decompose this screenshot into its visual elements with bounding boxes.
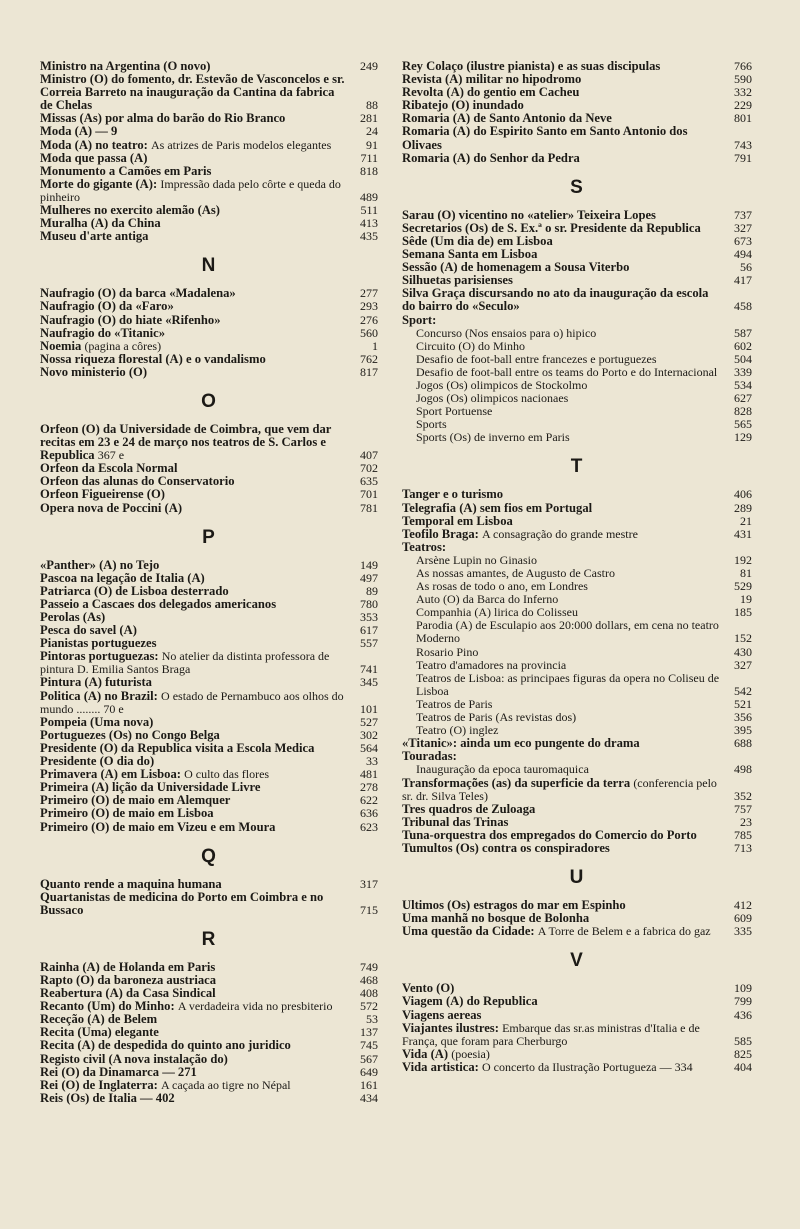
index-entry [402,152,752,165]
entry-title: Quartanistas de medicina do Porto em Coimbra e no Bussaco [40,889,324,917]
entry-title: Reis (Os) de Italia — 402 [40,1090,175,1105]
entry-description: Impressão dada pelo côrte e queda do pinheiro [40,176,341,204]
entry-description: O culto das flores [184,767,270,782]
page-number: 21 [740,513,752,528]
entry-title: Naufragio (O) da «Faro» [40,299,174,314]
entry-description: A Torre de Belem e a fabrica do gaz [537,924,711,939]
page-number: 649 [360,1064,378,1079]
entry-text [402,528,722,541]
index-entry [402,287,752,313]
entry-title: Recita (A) de despedida do quinto ano juridico [40,1038,291,1053]
index-column-left [40,60,378,1105]
index-entry [402,528,752,541]
page-number: 564 [360,740,378,755]
index-entry [40,650,378,676]
entry-title: Rei (O) de Inglaterra: [40,1077,158,1092]
entry-title: Primeira (A) lição da Universidade Livre [40,780,261,795]
entry-text [40,502,348,515]
page-number: 617 [360,623,378,638]
index-entry [40,423,378,462]
section-letter: N [201,255,217,277]
entry-title: Telegrafia (A) sem fios em Portugal [402,500,593,515]
page-number: 622 [360,793,378,808]
entry-description: Concurso (Nos ensaios para o) hipico [416,325,597,340]
entry-title: Naufragio do «Titanic» [40,325,166,340]
entry-title: Uma manhã no bosque de Bolonha [402,911,590,926]
entry-title: Portuguezes (Os) no Congo Belga [40,727,220,742]
entry-description: Desafio de foot-ball entre francezes e portuguezes [416,351,657,366]
entry-title: Tanger e o turismo [402,487,504,502]
entry-title: Ministro (O) do fomento, dr. Estevão de Vasconcelos e sr. Correia Barreto na inauguração da Cantina da fabrica de Chelas [40,72,345,113]
page-number: 276 [360,312,378,327]
page-number: 743 [734,137,752,152]
index-entry [402,1022,752,1048]
entry-title: Pascoa na legação de Italia (A) [40,570,205,585]
page-number: 229 [734,98,752,113]
entry-title: Romaria (A) de Santo Antonio da Neve [402,111,612,126]
entry-description: (poesia) [451,1046,490,1061]
section-letter: U [569,867,585,889]
page-number: 327 [734,657,752,672]
page-number: 780 [360,596,378,611]
entry-text [40,690,348,716]
entry-title: Pianistas portuguezes [40,636,157,651]
page-number: 345 [360,675,378,690]
entry-text [402,925,722,938]
entry-description: Teatro d'amadores na provincia [416,657,567,672]
page-number: 81 [740,566,752,580]
entry-title: Rei (O) da Dinamarca — 271 [40,1064,197,1079]
entry-title: Romaria (A) do Espirito Santo em Santo Antonio dos Olivaes [402,124,688,152]
index-entry [40,891,378,917]
entry-title: Teofilo Braga: [402,526,479,541]
page-number: 715 [360,902,378,917]
entry-description: Jogos (Os) olimpicos nacionaes [416,391,569,406]
index-entry [402,925,752,938]
page-number: 609 [734,911,752,926]
page-number: 565 [734,417,752,432]
entry-title: Primavera (A) em Lisboa: [40,767,181,782]
entry-text [40,230,348,243]
entry-description: Circuito (O) do Minho [416,338,525,353]
page-number: 498 [734,762,752,777]
entry-description: As atrizes de Paris modelos elegantes [151,137,332,152]
section-letter: S [570,176,584,198]
entry-text [40,650,348,676]
page-number: 413 [360,216,378,231]
entry-title: Recita (Uma) elegante [40,1025,159,1040]
entry-title: Rey Colaço (ilustre pianista) e as suas discipulas [402,59,661,73]
page-number: 33 [366,754,378,769]
entry-title: Pintura (A) futurista [40,675,152,690]
entry-title: Touradas: [402,749,457,764]
page-number: 327 [734,220,752,235]
page-number: 590 [734,72,752,87]
entry-title: Museu d'arte antiga [40,229,149,244]
entry-text [40,178,348,204]
entry-description: Rosario Pino [416,644,479,659]
entry-text [40,366,348,379]
entry-title: Rainha (A) de Holanda em Paris [40,959,216,974]
entry-title: Monumento a Camões em Paris [40,163,212,178]
page-number: 249 [360,59,378,73]
entry-title: Vida (A) [402,1046,449,1061]
entry-title: Semana Santa em Lisboa [402,247,538,262]
page-number: 19 [740,592,752,607]
page-number: 818 [360,163,378,178]
page-number: 408 [360,986,378,1001]
page-number: 412 [734,898,752,913]
entry-title: Viajantes ilustres: [402,1020,499,1035]
index-entry [40,178,378,204]
entry-title: Silhuetas parisienses [402,273,513,288]
page-number: 1 [372,338,378,353]
entry-description: 367 e [97,448,125,463]
entry-text [40,821,348,834]
entry-description: A verdadeira vida no presbiterio [177,999,333,1014]
entry-text [40,891,348,917]
entry-description: O concerto da Ilustração Portugueza — 334 [482,1059,693,1074]
page-number: 129 [734,430,752,445]
entry-description: As nossas amantes, de Augusto de Castro [416,566,615,580]
page-number: 109 [734,981,752,996]
section-letter: P [202,526,216,548]
page-number: 741 [360,662,378,677]
index-entry [402,777,752,803]
page-number: 799 [734,994,752,1009]
entry-text [402,777,722,803]
entry-description: Auto (O) da Barca do Inferno [416,592,559,607]
index-entry [40,366,378,379]
entry-title: Quanto rende a maquina humana [40,876,222,891]
section-letter: O [201,390,217,412]
page-number: 529 [734,579,752,594]
page-number: 636 [360,806,378,821]
entry-title: Temporal em Lisboa [402,513,513,528]
entry-title: Moda (A) — 9 [40,124,118,139]
entry-title: Vida artistica: [402,1059,479,1074]
section-letter: V [570,950,584,972]
index-entry [402,842,752,855]
page-number: 435 [360,229,378,244]
page-number: 395 [734,723,752,738]
page-number: 801 [734,111,752,126]
index-entry [40,502,378,515]
entry-title: Tumultos (Os) contra os conspiradores [402,840,610,855]
entry-description: As rosas de todo o ano, em Londres [416,579,588,594]
page-number: 332 [734,85,752,100]
entry-title: Vento (O) [402,981,455,996]
page-number: 521 [734,696,752,711]
entry-title: Secretarios (Os) de S. Ex.ª o sr. Presidente da Republica [402,220,701,235]
entry-title: Politica (A) no Brazil: [40,688,158,703]
page-number: 825 [734,1046,752,1061]
page-number: 762 [360,351,378,366]
entry-title: Tres quadros de Zuloaga [402,801,536,816]
index-column-right [402,60,752,1074]
page-number: 494 [734,247,752,262]
page-number: 53 [366,1012,378,1027]
page-number: 828 [734,404,752,419]
entry-text [402,1022,722,1048]
entry-title: Primeiro (O) de maio em Lisboa [40,806,214,821]
entry-title: Reabertura (A) da Casa Sindical [40,986,216,1001]
page-number: 587 [734,325,752,340]
page-number: 745 [360,1038,378,1053]
page-number: 356 [734,710,752,725]
entry-text [402,152,722,165]
page-number: 289 [734,500,752,515]
page-number: 749 [360,959,378,974]
page-number: 89 [366,583,378,598]
entry-text [40,73,348,112]
page-number: 430 [734,644,752,659]
index-entry [40,690,378,716]
entry-title: Sessão (A) de homenagem a Sousa Viterbo [402,260,630,275]
entry-title: Ribatejo (O) inundado [402,98,524,113]
entry-title: Tuna-orquestra dos empregados do Comercio do Porto [402,827,697,842]
page-number: 293 [360,299,378,314]
page-number: 766 [734,59,752,73]
entry-title: Pintoras portuguezas: [40,649,159,664]
entry-description: Sports [416,417,447,432]
page-number: 585 [734,1033,752,1048]
page-number: 635 [360,474,378,489]
page-number: 317 [360,876,378,891]
page-number: 511 [360,203,378,218]
page-number: 711 [360,150,378,165]
entry-text [416,405,722,418]
entry-title: Orfeon da Escola Normal [40,461,178,476]
page-number: 406 [734,487,752,502]
page-number: 101 [360,701,378,716]
entry-title: Moda que passa (A) [40,150,148,165]
page-number: 23 [740,814,752,829]
page-number: 497 [360,570,378,585]
index-entry [402,1061,752,1074]
entry-description: Teatro (O) inglez [416,723,499,738]
entry-title: Novo ministerio (O) [40,364,148,379]
entry-title: Morte do gigante (A): [40,176,158,191]
entry-description: O estado de Pernambuco aos olhos do mundo ........ 70 e [40,688,344,716]
entry-text [402,125,722,151]
entry-title: Tribunal das Trinas [402,814,509,829]
page-number: 572 [360,999,378,1014]
entry-title: Presidente (O) da Republica visita a Escola Medica [40,740,315,755]
entry-title: Teatros: [402,539,447,554]
page-number: 56 [740,260,752,275]
entry-title: «Titanic»: ainda um eco pungente do drama [402,736,640,751]
entry-title: Naufragio (O) do hiate «Rifenho» [40,312,221,327]
page-number: 785 [734,827,752,842]
entry-title: Uma questão da Cidade: [402,924,535,939]
page-number: 431 [734,526,752,541]
page-number: 560 [360,325,378,340]
page-number: 436 [734,1007,752,1022]
index-subentry [416,672,752,698]
entry-title: Rapto (O) da baroneza austriaca [40,972,217,987]
index-entry [40,821,378,834]
entry-description: (conferencia pelo sr. dr. Silva Teles) [402,775,717,803]
entry-title: Orfeon Figueirense (O) [40,487,165,502]
page-number: 673 [734,233,752,248]
index-subentry [416,619,752,645]
entry-title: Naufragio (O) da barca «Madalena» [40,286,236,301]
entry-title: Orfeon das alunas do Conservatorio [40,474,235,489]
page-number: 791 [734,150,752,165]
page-number: 557 [360,636,378,651]
entry-description: A consagração do grande mestre [482,526,638,541]
entry-title: Revista (A) militar no hipodromo [402,72,582,87]
entry-title: Perolas (As) [40,610,106,624]
entry-title: Opera nova de Poccini (A) [40,500,183,515]
page-number: 567 [360,1051,378,1066]
section-letter: Q [201,845,217,867]
entry-title: Muralha (A) da China [40,216,161,231]
page-number: 602 [734,338,752,353]
entry-text [416,431,722,444]
entry-title: «Panther» (A) no Tejo [40,557,160,572]
entry-description: Teatros de Paris (As revistas dos) [416,710,577,725]
page-number: 185 [734,605,752,620]
entry-title: Romaria (A) do Senhor da Pedra [402,150,580,165]
entry-description: Companhia (A) lirica do Colisseu [416,605,578,620]
index-entry [40,73,378,112]
page-number: 353 [360,610,378,624]
entry-description: (pagina a côres) [84,338,162,353]
page-number: 352 [734,788,752,803]
page-number: 277 [360,286,378,301]
section-letter: T [570,456,584,478]
entry-title: Registo civil (A nova instalação do) [40,1051,228,1066]
page-number: 335 [734,924,752,939]
entry-title: Recanto (Um) do Minho: [40,999,175,1014]
page-number: 88 [366,98,378,113]
entry-text [402,1061,722,1074]
entry-description: Parodia (A) de Esculapio aos 20:000 dollars, em cena no teatro Moderno [416,618,719,646]
entry-title: Presidente (O dia do) [40,754,155,769]
entry-title: Noemia [40,338,82,353]
page-number: 458 [734,299,752,314]
entry-text [416,672,722,698]
page-number: 404 [734,1059,752,1074]
page-number: 339 [734,364,752,379]
page-number: 481 [360,767,378,782]
section-letter: R [201,928,217,950]
entry-title: Mulheres no exercito alemão (As) [40,203,221,218]
page-number: 688 [734,736,752,751]
entry-description: Teatros de Lisboa: as principaes figuras da opera no Coliseu de Lisboa [416,670,720,698]
page-number: 527 [360,714,378,729]
entry-description: No atelier da distinta professora de pintura D. Emilia Santos Braga [40,649,330,677]
page-number: 302 [360,727,378,742]
entry-title: Primeiro (O) de maio em Vizeu e em Moura [40,819,276,834]
entry-title: Ministro na Argentina (O novo) [40,59,211,73]
page-number: 434 [360,1090,378,1105]
index-subentry [416,431,752,444]
page-number: 468 [360,972,378,987]
entry-title: Sarau (O) vicentino no «atelier» Teixeira Lopes [402,207,656,222]
entry-title: Passeio a Cascaes dos delegados americanos [40,596,277,611]
entry-title: Viagem (A) do Republica [402,994,538,1009]
index-subentry [416,405,752,418]
entry-title: Transformações (as) da superficie da terra [402,775,631,790]
entry-description: Sports (Os) de inverno em Paris [416,430,570,445]
page-number: 161 [360,1077,378,1092]
entry-text [40,423,348,462]
entry-description: A caçada ao tigre no Népal [161,1077,291,1092]
entry-title: Receção (A) de Belem [40,1012,158,1027]
entry-text [416,619,722,645]
entry-title: Ultimos (Os) estragos do mar em Espinho [402,898,626,913]
index-entry [40,230,378,243]
entry-text [402,287,722,313]
entry-text [402,842,722,855]
page-number: 504 [734,351,752,366]
page-number: 489 [360,189,378,204]
entry-description: Embarque das sr.as ministras d'Italia e de França, que foram para Cherburgo [402,1020,700,1048]
entry-title: Silva Graça discursando no ato da inauguração da escola do bairro do «Seculo» [402,286,709,314]
entry-title: Sport: [402,312,437,327]
entry-title: Revolta (A) do gentio em Cacheu [402,85,580,100]
page-number: 407 [360,448,378,463]
entry-description: Inauguração da epoca tauromaquica [416,762,589,777]
entry-description: Arsène Lupin no Ginasio [416,552,537,567]
entry-description: Jogos (Os) olimpicos de Stockolmo [416,377,588,392]
page-number: 817 [360,364,378,379]
page-number: 192 [734,552,752,567]
entry-title: Nossa riqueza florestal (A) e o vandalismo [40,351,266,366]
page-number: 542 [734,683,752,698]
page-number: 701 [360,487,378,502]
page-number: 781 [360,500,378,515]
page-number: 713 [734,840,752,855]
entry-title: Patriarca (O) de Lisboa desterrado [40,583,229,598]
entry-title: Primeiro (O) de maio em Alemquer [40,793,231,808]
entry-title: Pompeia (Uma nova) [40,714,154,729]
entry-title: Missas (As) por alma do barão do Rio Branco [40,111,286,126]
index-entry [40,1092,378,1105]
index-entry [402,125,752,151]
entry-title: Viagens aereas [402,1007,482,1022]
page-number: 757 [734,801,752,816]
entry-title: Moda (A) no teatro: [40,137,148,152]
page-number: 702 [360,461,378,476]
entry-text [40,1092,348,1105]
page-number: 149 [360,557,378,572]
page-number: 281 [360,111,378,126]
entry-title: Orfeon (O) da Universidade de Coimbra, que vem dar recitas em 23 e 24 de março nos teatros de S. Carlos e Republica [40,421,332,463]
entry-title: Pesca do savel (A) [40,623,137,638]
page-number: 278 [360,780,378,795]
entry-description: Desafio de foot-ball entre os teams do Porto e do Internacional [416,364,718,379]
page-number: 24 [366,124,378,139]
page-number: 627 [734,391,752,406]
page-number: 91 [366,137,378,152]
entry-title: Sêde (Um dia de) em Lisboa [402,233,553,248]
page-number: 137 [360,1025,378,1040]
entry-description: Sport Portuense [416,404,493,419]
page-number: 152 [734,631,752,646]
page-number: 737 [734,207,752,222]
page-number: 534 [734,377,752,392]
entry-description: Teatros de Paris [416,696,493,711]
page-number: 417 [734,273,752,288]
page-number: 623 [360,819,378,834]
